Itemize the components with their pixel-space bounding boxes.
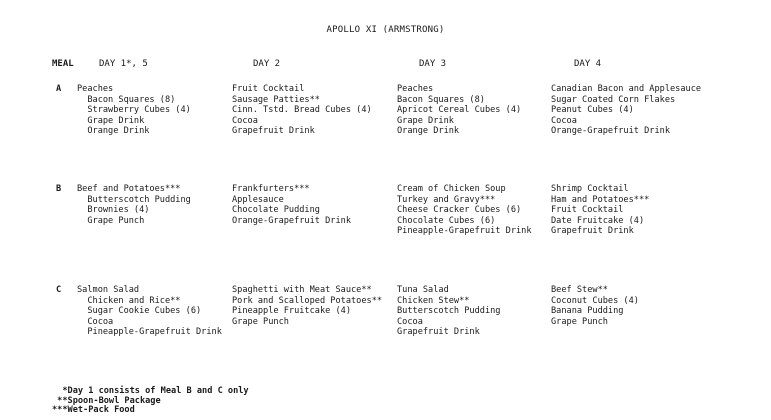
meal-cell [232,184,351,226]
meal-cell [551,84,701,137]
meal-cell [232,84,372,137]
menu-item: Beef Stew** [551,285,608,295]
meal-cell [77,84,191,137]
menu-item: Grapefruit Drink [551,226,634,237]
menu-item: Frankfurters*** [232,184,310,194]
menu-item: Cocoa [77,316,114,327]
menu-item: Grape Drink [77,115,145,126]
menu-item: Bacon Squares (8) [397,94,485,105]
menu-item: Pork and Scalloped Potatoes** [232,295,383,306]
meal-column-header: MEAL [52,59,74,69]
menu-item: Sugar Coated Corn Flakes [551,94,676,105]
menu-item: Apricot Cereal Cubes (4) [397,105,522,116]
day-header-4: DAY 4 [574,59,602,69]
menu-item: Orange Drink [77,126,150,137]
menu-item: Shrimp Cocktail [551,184,629,194]
menu-item: Chicken Stew** [397,295,470,306]
menu-item: Peaches [397,84,434,94]
menu-item: Pineapple-Grapefruit Drink [397,226,532,237]
menu-item: Chocolate Pudding [232,205,320,216]
menu-item: Grapefruit Drink [397,327,480,338]
menu-item: Cream of Chicken Soup [397,184,506,194]
menu-item: Spaghetti with Meat Sauce** [232,285,372,295]
meal-cell [397,84,521,137]
meal-letter: C [56,285,62,295]
menu-item: Salmon Salad [77,285,140,295]
menu-item: Cocoa [397,316,423,327]
menu-item: Pineapple Fruitcake (4) [232,306,351,317]
menu-item: Bacon Squares (8) [77,94,176,105]
menu-item: Grapefruit Drink [232,126,315,137]
menu-item: Orange-Grapefruit Drink [232,215,351,226]
menu-item: Banana Pudding [551,306,624,317]
menu-item: Sugar Cookie Cubes (6) [77,306,202,317]
footnotes [52,387,249,416]
menu-item: Chicken and Rice** [77,295,181,306]
meal-cell [551,285,639,327]
meal-letter: B [56,184,62,194]
menu-item: Beef and Potatoes*** [77,184,181,194]
menu-item: Ham and Potatoes*** [551,194,650,205]
meal-cell [232,285,382,327]
menu-item: Cinn. Tstd. Bread Cubes (4) [232,105,372,116]
footnote-spoon-bowl: **Spoon-Bowl Package [52,395,161,406]
menu-item: Cheese Cracker Cubes (6) [397,205,522,216]
menu-item: Turkey and Gravy*** [397,194,496,205]
menu-item: Tuna Salad [397,285,449,295]
menu-item: Peaches [77,84,114,94]
menu-item: Pineapple-Grapefruit Drink [77,327,222,338]
day-header-3: DAY 3 [419,59,447,69]
meal-letter: A [56,84,62,94]
menu-item: Fruit Cocktail [551,205,624,216]
menu-item: Cocoa [232,115,258,126]
menu-item: Canadian Bacon and Applesauce [551,84,702,94]
day-header-1: DAY 1*, 5 [99,59,148,69]
meal-cell [397,285,500,338]
meal-cell [551,184,649,237]
menu-item: Fruit Cocktail [232,84,305,94]
menu-item: Brownies (4) [77,205,150,216]
menu-item: Strawberry Cubes (4) [77,105,191,116]
day-header-2: DAY 2 [253,59,281,69]
menu-item: Grape Drink [397,115,454,126]
meal-cell [77,184,191,226]
menu-item: Butterscotch Pudding [77,194,191,205]
menu-item: Peanut Cubes (4) [551,105,634,116]
menu-item: Cocoa [551,115,577,126]
meal-cell [397,184,532,237]
page-title: APOLLO XI (ARMSTRONG) [326,25,445,35]
menu-item: Sausage Patties** [232,94,320,105]
footnote-wet-pack: ***Wet-Pack Food [52,405,135,416]
meal-cell [77,285,222,338]
menu-item: Orange-Grapefruit Drink [551,126,670,137]
menu-item: Applesauce [232,194,284,205]
menu-item: Chocolate Cubes (6) [397,215,496,226]
menu-item: Orange Drink [397,126,460,137]
menu-item: Date Fruitcake (4) [551,215,645,226]
menu-item: Grape Punch [551,316,608,327]
menu-item: Grape Punch [232,316,289,327]
menu-item: Coconut Cubes (4) [551,295,639,306]
footnote-day1: *Day 1 consists of Meal B and C only [52,386,249,396]
menu-item: Butterscotch Pudding [397,306,501,317]
menu-item: Grape Punch [77,215,145,226]
